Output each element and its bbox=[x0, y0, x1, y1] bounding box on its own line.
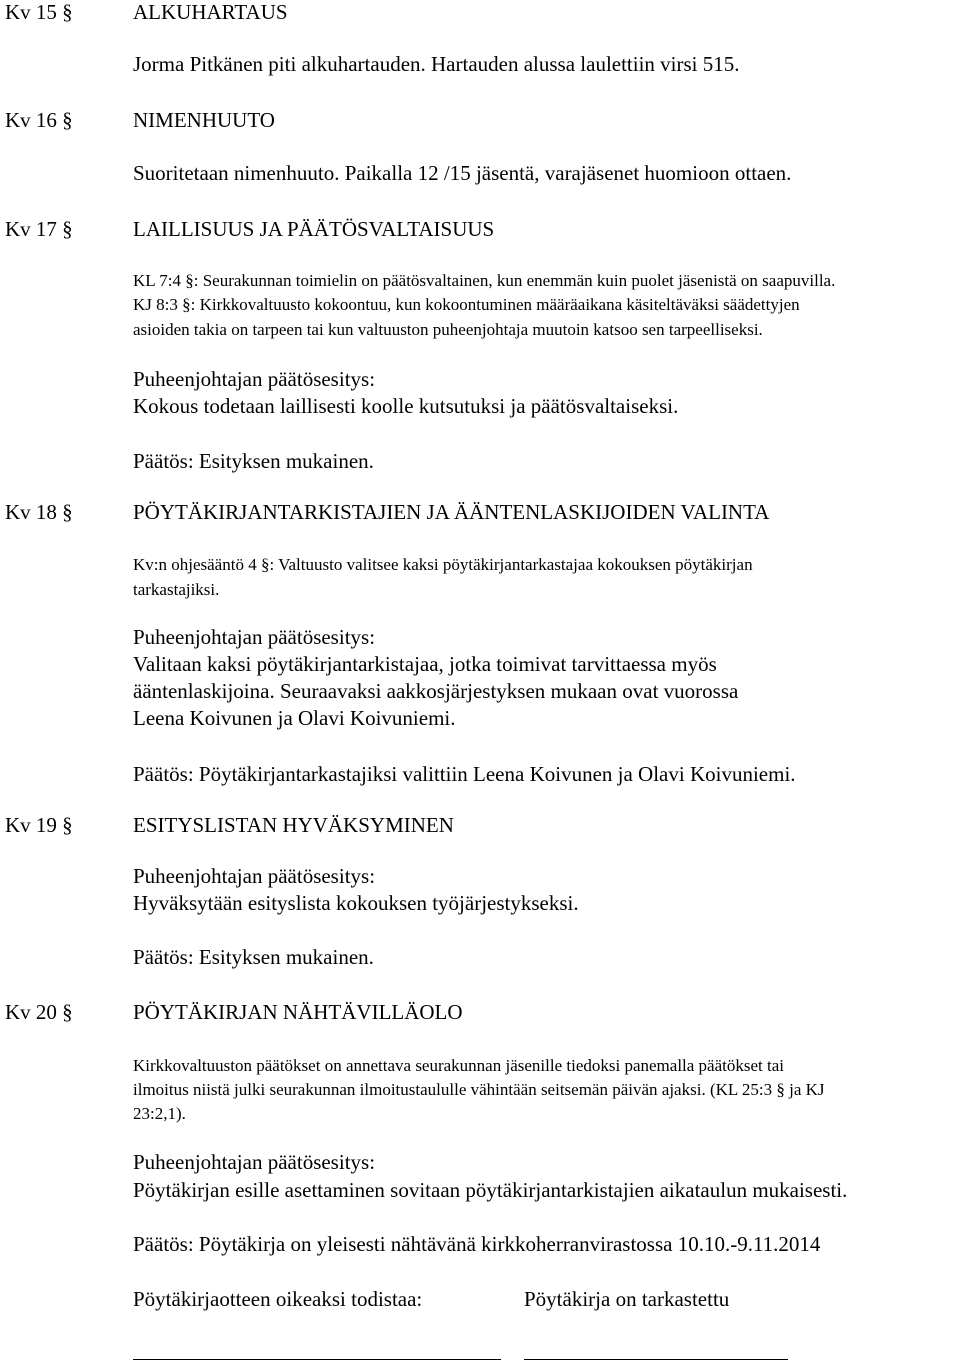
section-label: Kv 19 § bbox=[5, 813, 73, 837]
section-title: PÖYTÄKIRJAN NÄHTÄVILLÄOLO bbox=[133, 1000, 463, 1024]
legal-text: Kv:n ohjesääntö 4 §: Valtuusto valitsee kaksi pöytäkirjantarkastajaa kokouksen pöytäkirjan bbox=[133, 555, 753, 574]
legal-text: tarkastajiksi. bbox=[133, 580, 220, 599]
proposal-text: ääntenlaskijoina. Seuraavaksi aakkosjärjestyksen mukaan ovat vuorossa bbox=[133, 679, 739, 703]
proposal-text: Leena Koivunen ja Olavi Koivuniemi. bbox=[133, 706, 456, 730]
section-title: NIMENHUUTO bbox=[133, 108, 275, 132]
section-title: PÖYTÄKIRJANTARKISTAJIEN JA ÄÄNTENLASKIJOIDEN VALINTA bbox=[133, 500, 770, 524]
section-label: Kv 15 § bbox=[5, 0, 73, 24]
proposal-text: Pöytäkirjan esille asettaminen sovitaan pöytäkirjantarkistajien aikataulun mukaisesti. bbox=[133, 1178, 848, 1202]
decision-text: Päätös: Esityksen mukainen. bbox=[133, 945, 374, 969]
section-label: Kv 16 § bbox=[5, 108, 73, 132]
legal-text: 23:2,1). bbox=[133, 1104, 186, 1123]
section-title: ESITYSLISTAN HYVÄKSYMINEN bbox=[133, 813, 454, 837]
legal-text: asioiden takia on tarpeen tai kun valtuuston puheenjohtaja muutoin katsoo sen tarpeelliseksi. bbox=[133, 320, 763, 339]
section-label: Kv 17 § bbox=[5, 217, 73, 241]
decision-text: Päätös: Pöytäkirja on yleisesti nähtävänä kirkkoherranvirastossa 10.10.-9.11.2014 bbox=[133, 1232, 821, 1256]
proposal-label: Puheenjohtajan päätösesitys: bbox=[133, 367, 376, 391]
signature-line bbox=[524, 1359, 788, 1360]
proposal-text: Kokous todetaan laillisesti koolle kutsutuksi ja päätösvaltaiseksi. bbox=[133, 394, 679, 418]
signature-line bbox=[133, 1359, 501, 1360]
section-title: LAILLISUUS JA PÄÄTÖSVALTAISUUS bbox=[133, 217, 495, 241]
body-text: Jorma Pitkänen piti alkuhartauden. Hartauden alussa laulettiin virsi 515. bbox=[133, 52, 740, 76]
legal-text: KL 7:4 §: Seurakunnan toimielin on päätösvaltainen, kun enemmän kuin puolet jäsenistä on saapuvilla. bbox=[133, 271, 836, 290]
legal-text: KJ 8:3 §: Kirkkovaltuusto kokoontuu, kun kokoontuminen määräaikana käsiteltäväksi säädettyjen bbox=[133, 295, 800, 314]
checked-label: Pöytäkirja on tarkastettu bbox=[524, 1287, 730, 1311]
body-text: Suoritetaan nimenhuuto. Paikalla 12 /15 jäsentä, varajäsenet huomioon ottaen. bbox=[133, 161, 792, 185]
proposal-label: Puheenjohtajan päätösesitys: bbox=[133, 1150, 376, 1174]
proposal-text: Hyväksytään esityslista kokouksen työjärjestykseksi. bbox=[133, 891, 579, 915]
certify-label: Pöytäkirjaotteen oikeaksi todistaa: bbox=[133, 1287, 423, 1311]
decision-text: Päätös: Esityksen mukainen. bbox=[133, 449, 374, 473]
proposal-label: Puheenjohtajan päätösesitys: bbox=[133, 625, 376, 649]
proposal-label: Puheenjohtajan päätösesitys: bbox=[133, 864, 376, 888]
proposal-text: Valitaan kaksi pöytäkirjantarkistajaa, jotka toimivat tarvittaessa myös bbox=[133, 652, 717, 676]
section-label: Kv 20 § bbox=[5, 1000, 73, 1024]
section-title: ALKUHARTAUS bbox=[133, 0, 288, 24]
legal-text: Kirkkovaltuuston päätökset on annettava seurakunnan jäsenille tiedoksi panemalla päätökset tai bbox=[133, 1056, 784, 1075]
section-label: Kv 18 § bbox=[5, 500, 73, 524]
decision-text: Päätös: Pöytäkirjantarkastajiksi valittiin Leena Koivunen ja Olavi Koivuniemi. bbox=[133, 762, 796, 786]
legal-text: ilmoitus niistä julki seurakunnan ilmoitustaululle vähintään seitsemän päivän ajaksi. (KL 25:3 § ja KJ bbox=[133, 1080, 825, 1099]
